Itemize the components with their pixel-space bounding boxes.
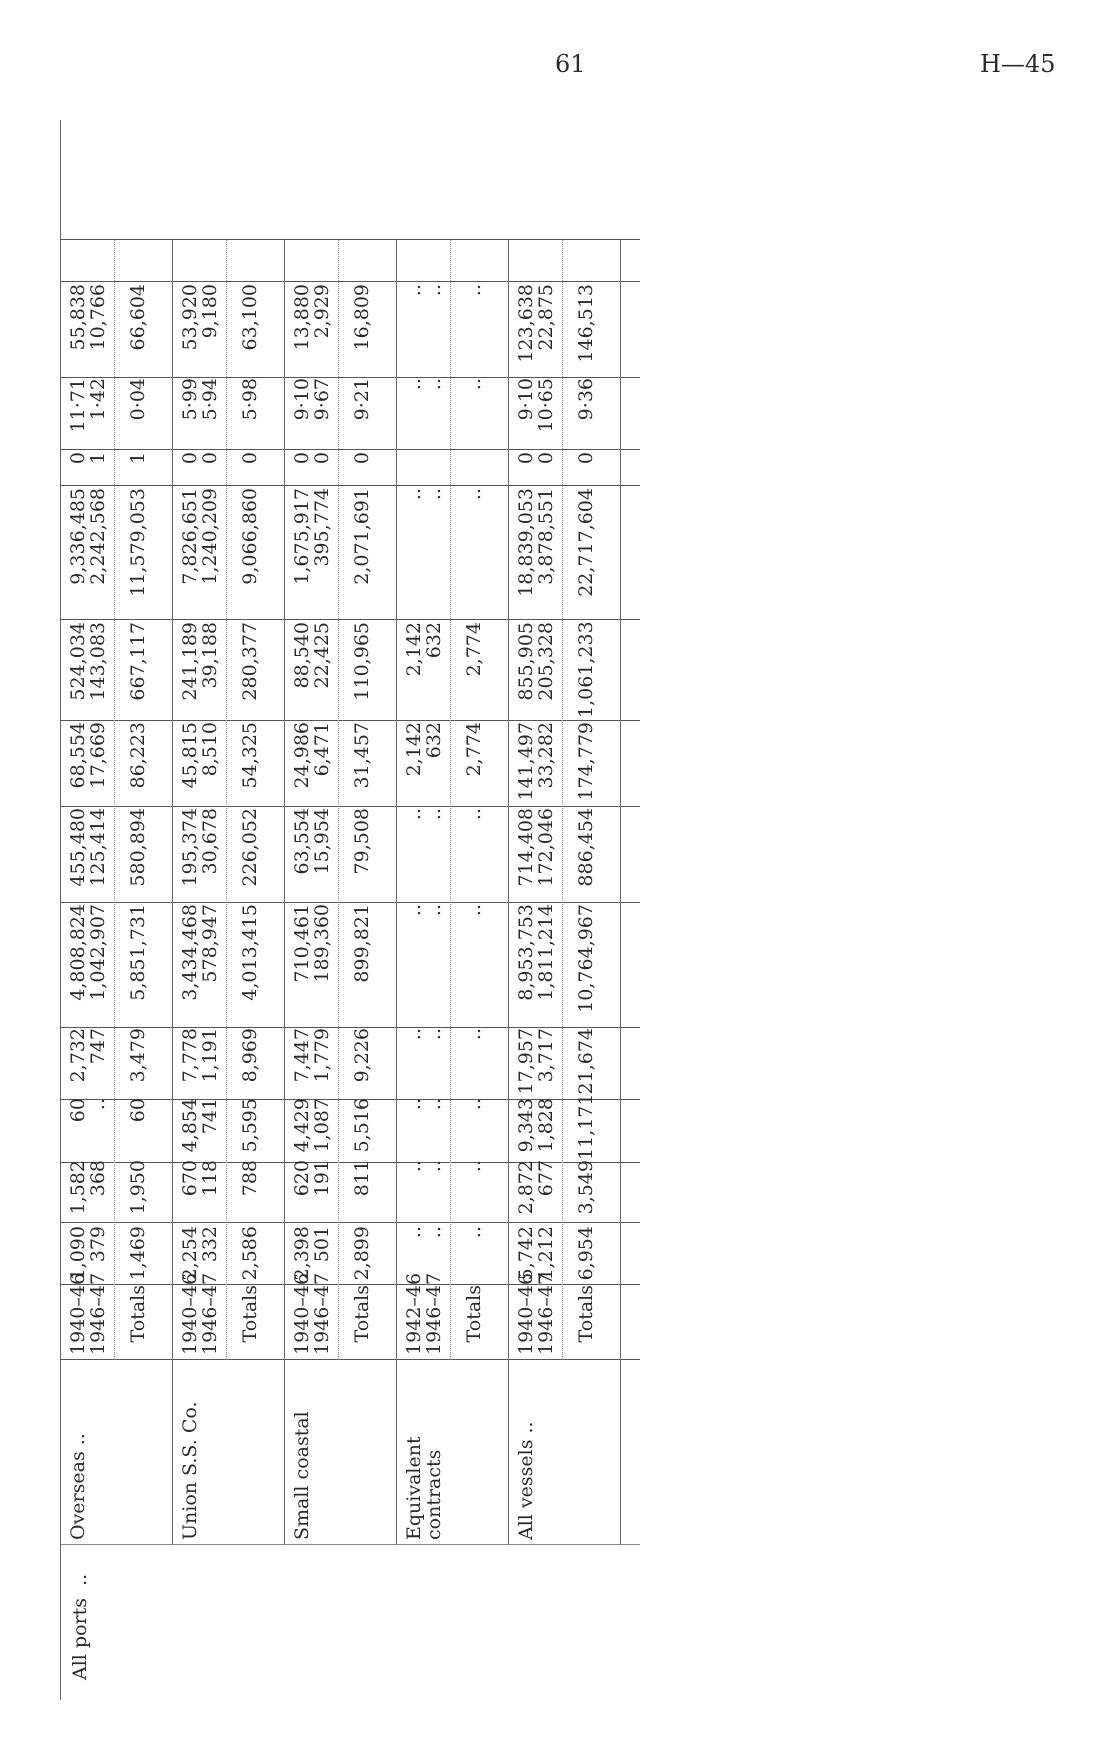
group-rule bbox=[284, 240, 285, 1545]
subtotal-rule bbox=[226, 240, 227, 1360]
column-rule bbox=[60, 902, 640, 903]
value-cell: 4,854 741 bbox=[179, 1098, 221, 1153]
value-cell: 0 0 bbox=[515, 452, 557, 465]
total-cell: 31,457 bbox=[351, 722, 373, 789]
total-cell: 9·36 bbox=[575, 378, 597, 421]
value-cell: 60 .. bbox=[67, 1098, 109, 1123]
value-cell: 2,398 501 bbox=[291, 1226, 333, 1281]
value-cell: 710,461 189,360 bbox=[291, 904, 333, 983]
total-cell: 22,717,604 bbox=[575, 488, 597, 597]
value-cell: .. .. bbox=[403, 904, 445, 917]
total-cell: 66,604 bbox=[127, 284, 149, 351]
total-cell: 86,223 bbox=[127, 722, 149, 789]
total-cell: 0 bbox=[351, 452, 373, 465]
year-range: 1940–46 1946–47 bbox=[291, 1272, 333, 1355]
value-cell: 2,732 747 bbox=[67, 1028, 109, 1083]
total-cell: 1,469 bbox=[127, 1226, 149, 1281]
value-cell: 1,675,917 395,774 bbox=[291, 488, 333, 585]
subtotal-rule bbox=[114, 240, 115, 1360]
value-cell: 4,429 1,087 bbox=[291, 1098, 333, 1153]
value-cell: 7,447 1,779 bbox=[291, 1028, 333, 1083]
total-cell: 174,779 bbox=[575, 722, 597, 801]
total-cell: 3,479 bbox=[127, 1028, 149, 1083]
year-range: 1940–46 1946–47 bbox=[515, 1272, 557, 1355]
value-cell: 7,778 1,191 bbox=[179, 1028, 221, 1083]
group-rule bbox=[620, 240, 621, 1545]
total-cell: .. bbox=[463, 1226, 485, 1239]
total-cell: .. bbox=[463, 378, 485, 391]
subtotal-rule bbox=[450, 240, 451, 1360]
total-cell: 899,821 bbox=[351, 904, 373, 983]
value-cell: 1,582 368 bbox=[67, 1160, 109, 1215]
total-cell: 2,586 bbox=[239, 1226, 261, 1281]
total-cell: 0·04 bbox=[127, 378, 149, 421]
value-cell: .. .. bbox=[403, 1028, 445, 1041]
total-cell: 79,508 bbox=[351, 808, 373, 875]
column-rule bbox=[60, 619, 640, 620]
total-cell: 580,894 bbox=[127, 808, 149, 887]
total-cell: .. bbox=[463, 904, 485, 917]
value-cell: .. .. bbox=[403, 1098, 445, 1111]
column-rule bbox=[60, 239, 640, 240]
value-cell: 17,957 3,717 bbox=[515, 1028, 557, 1095]
subtotal-rule bbox=[562, 240, 563, 1360]
group-label: Union S.S. Co. bbox=[179, 1401, 201, 1540]
total-cell: 21,674 bbox=[575, 1028, 597, 1095]
value-cell: 9,336,485 2,242,568 bbox=[67, 488, 109, 585]
table-top-rule bbox=[60, 120, 61, 1700]
group-label: Overseas .. bbox=[67, 1433, 89, 1540]
total-cell: 60 bbox=[127, 1098, 149, 1123]
value-cell: 53,920 9,180 bbox=[179, 284, 221, 351]
value-cell: 68,554 17,669 bbox=[67, 722, 109, 789]
total-cell: 280,377 bbox=[239, 622, 261, 701]
total-cell: 788 bbox=[239, 1160, 261, 1197]
column-rule bbox=[60, 1544, 640, 1545]
total-cell: 2,774 bbox=[463, 622, 485, 677]
total-cell: 5,595 bbox=[239, 1098, 261, 1153]
value-cell: 5,742 1,212 bbox=[515, 1226, 557, 1281]
total-cell: 63,100 bbox=[239, 284, 261, 351]
total-cell: 3,549 bbox=[575, 1160, 597, 1215]
value-cell: 11·71 1·42 bbox=[67, 378, 109, 433]
totals-label: Totals bbox=[239, 1285, 261, 1343]
column-rule bbox=[60, 720, 640, 721]
column-rule bbox=[60, 806, 640, 807]
group-label: All vessels .. bbox=[515, 1421, 537, 1540]
total-cell: 4,013,415 bbox=[239, 904, 261, 1001]
total-cell: 16,809 bbox=[351, 284, 373, 351]
value-cell: 714,408 172,046 bbox=[515, 808, 557, 887]
total-cell: 0 bbox=[239, 452, 261, 465]
total-cell: 886,454 bbox=[575, 808, 597, 887]
total-cell: 2,071,691 bbox=[351, 488, 373, 585]
year-range: 1940–46 1946–47 bbox=[67, 1272, 109, 1355]
value-cell: 9,343 1,828 bbox=[515, 1098, 557, 1153]
value-cell: 5·99 5·94 bbox=[179, 378, 221, 421]
value-cell: 24,986 6,471 bbox=[291, 722, 333, 789]
rotated-table bbox=[60, 120, 640, 1700]
value-cell: 4,808,824 1,042,907 bbox=[67, 904, 109, 1001]
year-range: 1942–46 1946–47 bbox=[403, 1272, 445, 1355]
totals-label: Totals bbox=[575, 1285, 597, 1343]
value-cell: 855,905 205,328 bbox=[515, 622, 557, 701]
year-range: 1940–46 1946–47 bbox=[179, 1272, 221, 1355]
total-cell: 6,954 bbox=[575, 1226, 597, 1281]
total-cell: .. bbox=[463, 1028, 485, 1041]
total-cell: .. bbox=[463, 808, 485, 821]
totals-label: Totals bbox=[351, 1285, 373, 1343]
value-cell: 141,497 33,282 bbox=[515, 722, 557, 801]
value-cell: 0 1 bbox=[67, 452, 109, 465]
group-label: Small coastal bbox=[291, 1411, 313, 1540]
page-number: 61 bbox=[555, 50, 586, 78]
data-table bbox=[60, 120, 640, 1700]
value-cell: .. .. bbox=[403, 284, 445, 297]
total-cell: .. bbox=[463, 1160, 485, 1173]
total-cell: .. bbox=[463, 284, 485, 297]
value-cell: .. .. bbox=[403, 1160, 445, 1173]
total-cell: 226,052 bbox=[239, 808, 261, 887]
value-cell: 620 191 bbox=[291, 1160, 333, 1197]
value-cell: .. .. bbox=[403, 378, 445, 391]
value-cell: 7,826,651 1,240,209 bbox=[179, 488, 221, 585]
value-cell: 455,480 125,414 bbox=[67, 808, 109, 887]
column-rule bbox=[60, 1359, 640, 1360]
total-cell: 5,851,731 bbox=[127, 904, 149, 1001]
value-cell: 9·10 9·67 bbox=[291, 378, 333, 421]
value-cell: .. .. bbox=[403, 808, 445, 821]
group-rule bbox=[396, 240, 397, 1545]
total-cell: 0 bbox=[575, 452, 597, 465]
column-rule bbox=[60, 1222, 640, 1223]
column-rule bbox=[60, 485, 640, 486]
value-cell: 88,540 22,425 bbox=[291, 622, 333, 689]
value-cell: 670 118 bbox=[179, 1160, 221, 1197]
value-cell: 18,839,053 3,878,551 bbox=[515, 488, 557, 597]
total-cell: 8,969 bbox=[239, 1028, 261, 1083]
total-cell: 110,965 bbox=[351, 622, 373, 701]
column-rule bbox=[60, 281, 640, 282]
value-cell: 123,638 22,875 bbox=[515, 284, 557, 363]
value-cell: 241,189 39,188 bbox=[179, 622, 221, 701]
value-cell bbox=[404, 452, 450, 472]
group-label: Equivalent contracts bbox=[403, 1436, 445, 1540]
total-cell: 9,066,860 bbox=[239, 488, 261, 585]
value-cell: 3,434,468 578,947 bbox=[179, 904, 221, 1001]
totals-label: Totals bbox=[127, 1285, 149, 1343]
value-cell: 1,090 379 bbox=[67, 1226, 109, 1281]
total-cell: 1,061,233 bbox=[575, 621, 597, 718]
total-cell: 9,226 bbox=[351, 1028, 373, 1083]
total-cell: 146,513 bbox=[575, 284, 597, 363]
totals-label: Totals bbox=[463, 1285, 485, 1343]
document-reference: H—45 bbox=[980, 50, 1056, 78]
total-cell: 5·98 bbox=[239, 378, 261, 421]
total-cell: 1 bbox=[127, 452, 149, 465]
total-cell: 2,774 bbox=[463, 722, 485, 777]
total-cell: 5,516 bbox=[351, 1098, 373, 1153]
group-rule bbox=[508, 240, 509, 1545]
subtotal-rule bbox=[338, 240, 339, 1360]
column-rule bbox=[60, 449, 640, 450]
total-cell: .. bbox=[463, 488, 485, 501]
value-cell: 0 0 bbox=[291, 452, 333, 465]
value-cell: 45,815 8,510 bbox=[179, 722, 221, 789]
value-cell: .. .. bbox=[403, 1226, 445, 1239]
total-cell: 811 bbox=[351, 1160, 373, 1197]
total-cell: .. bbox=[463, 1098, 485, 1111]
total-cell: 10,764,967 bbox=[575, 904, 597, 1013]
group-rule bbox=[172, 240, 173, 1545]
value-cell: 195,374 30,678 bbox=[179, 808, 221, 887]
value-cell: 2,142 632 bbox=[403, 722, 445, 777]
value-cell: 2,142 632 bbox=[403, 622, 445, 677]
total-cell bbox=[454, 452, 500, 472]
value-cell: 55,838 10,766 bbox=[67, 284, 109, 351]
value-cell: 13,880 2,929 bbox=[291, 284, 333, 351]
total-cell: 667,117 bbox=[127, 622, 149, 701]
value-cell: 63,554 15,954 bbox=[291, 808, 333, 875]
value-cell: 524,034 143,083 bbox=[67, 622, 109, 701]
value-cell: .. .. bbox=[403, 488, 445, 501]
total-cell: 2,899 bbox=[351, 1226, 373, 1281]
value-cell: 8,953,753 1,811,214 bbox=[515, 904, 557, 1001]
value-cell: 9·10 10·65 bbox=[515, 378, 557, 433]
value-cell: 0 0 bbox=[179, 452, 221, 465]
total-cell: 11,579,053 bbox=[127, 488, 149, 597]
value-cell: 2,872 677 bbox=[515, 1160, 557, 1215]
total-cell: 11,171 bbox=[575, 1093, 597, 1160]
total-cell: 9·21 bbox=[351, 378, 373, 421]
value-cell: 2,254 332 bbox=[179, 1226, 221, 1281]
total-cell: 54,325 bbox=[239, 722, 261, 789]
port-label: All ports .. bbox=[69, 1573, 91, 1680]
total-cell: 1,950 bbox=[127, 1160, 149, 1215]
